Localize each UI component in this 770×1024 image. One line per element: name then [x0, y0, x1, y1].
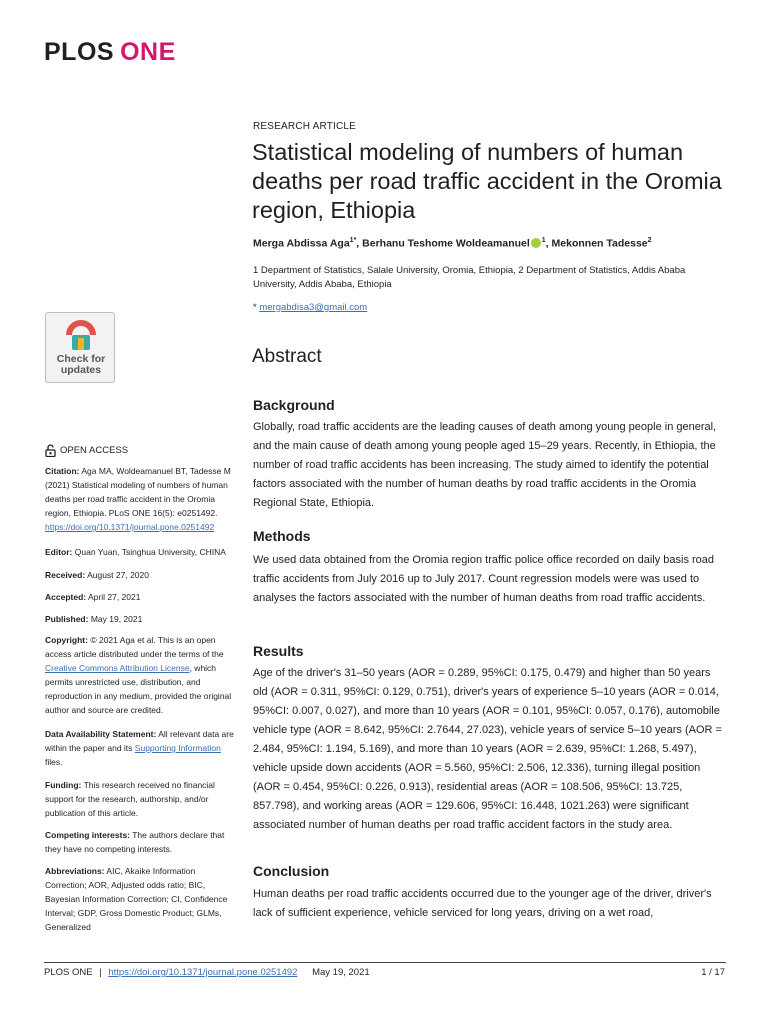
- data-availability-text: All relevant data are within the paper and its: [45, 729, 234, 753]
- open-lock-icon: [45, 444, 56, 457]
- badge-label: [46, 354, 116, 376]
- abbreviations-block: [45, 864, 238, 934]
- email-link[interactable]: mergabdisa3@gmail.com: [259, 302, 368, 313]
- page-number: 1 / 17: [701, 967, 725, 978]
- affiliations: 1 Department of Statistics, Salale University, Oromia, Ethiopia, 2 Department of Statistics, Addis Ababa University, Addis Ababa, Ethiopia: [253, 265, 686, 290]
- received-block: [45, 568, 238, 582]
- author-sup: 1*: [349, 237, 357, 244]
- competing-interests-block: [45, 828, 238, 856]
- competing-label: Competing interests:: [45, 830, 131, 840]
- results-heading: Results: [253, 643, 304, 659]
- author-separator: ,: [545, 237, 552, 250]
- received-text: August 27, 2020: [87, 570, 149, 580]
- abbreviations-label: Abbreviations:: [45, 866, 105, 876]
- footer-rule: [44, 962, 726, 963]
- citation-label: Citation:: [45, 466, 80, 476]
- methods-heading: Methods: [253, 528, 311, 544]
- data-availability-text-cont: files.: [45, 757, 63, 767]
- received-label: Received:: [45, 570, 86, 580]
- conclusion-heading: Conclusion: [253, 863, 330, 879]
- badge-line2: updates: [60, 364, 102, 376]
- orcid-icon[interactable]: [531, 238, 541, 248]
- supporting-info-link[interactable]: Supporting Information: [134, 743, 221, 753]
- citation-doi-link[interactable]: https://doi.org/10.1371/journal.pone.0251492: [45, 522, 215, 532]
- editor-text: Quan Yuan, Tsinghua University, CHINA: [74, 547, 226, 557]
- corresponding-email: [253, 302, 367, 313]
- data-availability-label: Data Availability Statement:: [45, 729, 157, 739]
- funding-block: [45, 778, 238, 820]
- methods-text: We used data obtained from the Oromia region traffic police office recorded on daily basis road traffic accidents from July 2016 up to July 2017. Count regression models were was used to analyses the factors associated with the number of human deaths from road traffic accidents.: [253, 554, 715, 604]
- competing-text: The authors declare that they have no competing interests.: [45, 830, 225, 854]
- corresponding-star: *: [253, 302, 257, 313]
- author-name: Mekonnen Tadesse: [551, 237, 648, 250]
- conclusion-text: Human deaths per road traffic accidents occurred due to the younger age of the driver, driver's lack of sufficient experience, vehicle serviced for long years, driving on a wet road,: [253, 888, 712, 919]
- author-name: Berhanu Teshome Woldeamanuel: [362, 237, 530, 250]
- results-text: Age of the driver's 31–50 years (AOR = 0.289, 95%CI: 0.175, 0.479) and higher than 50 years old (AOR = 0.311, 95%CI: 0.129, 0.751), driver's years of experience 5–10 years (AOR = 0.014, 95%CI: 0.007, 0.027), and more than 10 years (AOR = 0.101, 95%CI: 0.057, 0.176), automobile vehicle type (AOR = 8.642, 95%CI: 2.7644, 27.023), vehicle years of service 5–10 years (AOR = 2.484, 95%CI: 1.194, 5.169), and more than 10 years (AOR = 2.639, 95%CI: 1.268, 5.497), vehicle upside down accidents (AOR = 5.560, 95%CI: 2.506, 12.336), turning illegal position (AOR = 0.454, 95%CI: 0.226, 0.913), residential areas (AOR = 108.506, 95%CI: 13.725, 857.798), and working areas (AOR = 129.606, 95%CI: 16.448, 1021.263) were significant associated number of human deaths per road traffic accident factors in the study area.: [253, 667, 722, 831]
- editor-block: [45, 545, 238, 559]
- logo-one: ONE: [120, 38, 176, 66]
- check-for-updates-badge[interactable]: [45, 312, 115, 383]
- published-block: [45, 612, 238, 626]
- editor-label: Editor:: [45, 547, 73, 557]
- article-title: Statistical modeling of numbers of human deaths per road traffic accident in the Oromia region, Ethiopia: [252, 139, 722, 223]
- citation-block: [45, 464, 238, 534]
- author-name: Merga Abdissa Aga: [253, 237, 350, 250]
- background-text: Globally, road traffic accidents are the leading causes of death among young people in general, and the main cause of death among young people aged 15–29 years. Recently, in Ethiopia, the number of road traffic accidents has been increasing. The study aimed to identify the potential factors associated with the number of human deaths by road traffic accidents in the Oromia Regional State, Ethiopia.: [253, 421, 717, 509]
- crossmark-icon: [64, 319, 98, 353]
- accepted-label: Accepted:: [45, 592, 87, 602]
- footer-doi-link[interactable]: https://doi.org/10.1371/journal.pone.0251492: [108, 967, 298, 978]
- journal-logo: [44, 38, 176, 67]
- published-text: May 19, 2021: [90, 614, 143, 624]
- funding-text: This research received no financial support for the research, authorship, and/or publication of this article.: [45, 780, 215, 818]
- open-access-label: [45, 444, 128, 457]
- funding-label: Funding:: [45, 780, 82, 790]
- author-sup: 2: [647, 237, 652, 244]
- published-label: Published:: [45, 614, 89, 624]
- author-separator: ,: [356, 237, 363, 250]
- accepted-block: [45, 590, 238, 604]
- copyright-label: Copyright:: [45, 635, 88, 645]
- open-access-text: OPEN ACCESS: [60, 445, 129, 456]
- copyright-text: © 2021 Aga et al. This is an open access article distributed under the terms of the: [45, 635, 224, 659]
- copyright-block: [45, 633, 238, 717]
- license-link[interactable]: Creative Commons Attribution License: [45, 663, 190, 673]
- footer-separator: |: [99, 967, 102, 978]
- footer: [44, 967, 370, 978]
- author-sup: 1: [541, 237, 546, 244]
- background-heading: Background: [253, 397, 335, 413]
- badge-line1: Check for: [56, 353, 106, 365]
- citation-text: Aga MA, Woldeamanuel BT, Tadesse M (2021) Statistical modeling of numbers of human deaths per road traffic accident in the Oromia region, Ethiopia. PLoS ONE 16(5): e0251492.: [45, 466, 231, 518]
- footer-date: May 19, 2021: [312, 967, 370, 978]
- abbreviations-text: AIC, Akaike Information Correction; AOR, Adjusted odds ratio; BIC, Bayesian Information Correction; CI, Confidence Interval; GDP, Gross Domestic Product; GLMs, Generalized: [45, 866, 228, 932]
- logo-plos: PLOS: [44, 38, 115, 66]
- author-list: [253, 237, 733, 250]
- copyright-text-cont: , which permits unrestricted use, distribution, and reproduction in any medium, provided the original author and source are credited.: [45, 663, 232, 715]
- data-availability-block: [45, 727, 238, 769]
- article-type: RESEARCH ARTICLE: [253, 121, 357, 132]
- footer-journal: PLOS ONE: [44, 967, 93, 978]
- accepted-text: April 27, 2021: [88, 592, 141, 602]
- abstract-heading: Abstract: [252, 346, 322, 367]
